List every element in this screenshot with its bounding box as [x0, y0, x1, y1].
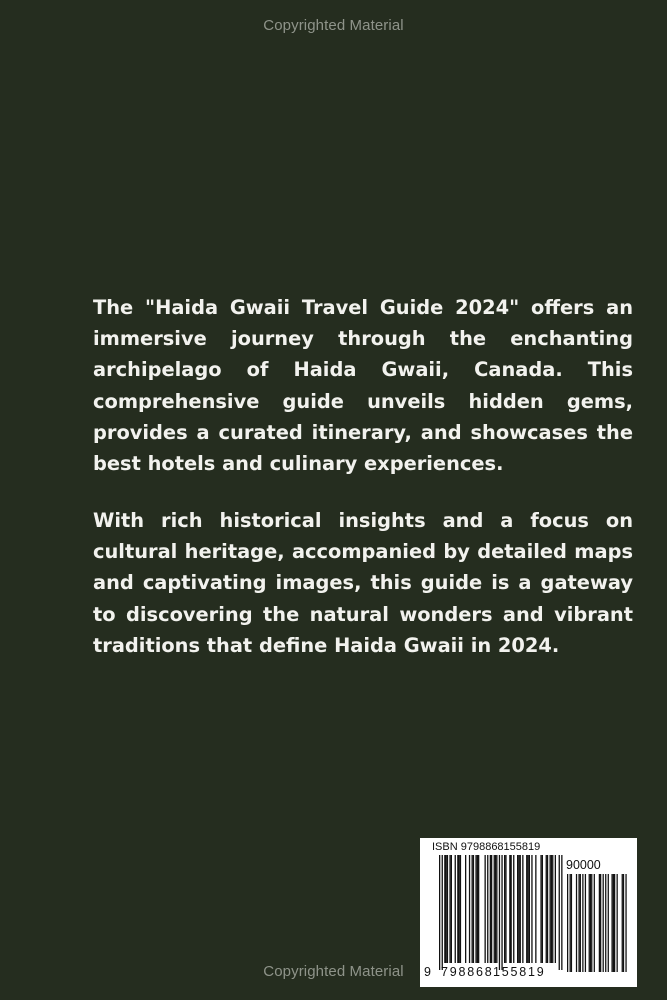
barcode-addon-bar	[614, 874, 615, 972]
barcode-addon-bar	[589, 874, 590, 972]
barcode-guard-bar	[439, 855, 440, 970]
barcode-bar	[552, 855, 553, 963]
barcode-bar	[505, 855, 506, 963]
barcode-bar	[517, 855, 518, 963]
barcode-bar	[518, 855, 519, 963]
barcode-bar	[469, 855, 470, 963]
barcode-addon-bar	[622, 874, 623, 972]
barcode-addon-bar	[580, 874, 581, 972]
barcode-bar	[542, 855, 543, 963]
barcode-bar	[455, 855, 456, 963]
barcode-bar	[531, 855, 532, 963]
barcode-addon-bar	[571, 874, 572, 972]
barcode-bar	[494, 855, 495, 963]
barcode-digits-right: 155819	[493, 965, 546, 979]
barcode-addon-bar	[603, 874, 604, 972]
barcode-bar	[460, 855, 461, 963]
barcode-addon-bar	[582, 874, 583, 972]
barcode-bar	[495, 855, 496, 963]
blurb-paragraph-1: The "Haida Gwaii Travel Guide 2024" offers an immersive journey through the enchanting archipelago of Haida Gwaii, Canada. This comprehensive guide unveils hidden gems, provides a curated itinerary, and showcases the best hotels and culinary experiences.	[93, 296, 633, 476]
barcode-digits-left: 798868	[441, 965, 494, 979]
barcode-bar	[490, 855, 491, 963]
barcode-bar	[520, 855, 521, 963]
barcode-addon-bar	[600, 874, 601, 972]
barcode-bar	[551, 855, 552, 963]
barcode-bar	[491, 855, 492, 963]
barcode-addon-bar	[613, 874, 614, 972]
barcode-bar	[487, 855, 488, 963]
barcode-bar	[485, 855, 486, 963]
barcode-bar	[546, 855, 547, 963]
barcode-guard-bar	[442, 855, 443, 970]
barcode-digit-first: 9	[424, 965, 431, 979]
barcode-addon-bar	[585, 874, 586, 972]
barcode-bar	[529, 855, 530, 963]
barcode-addon-bar	[576, 874, 577, 972]
copyright-watermark-top: Copyrighted Material	[263, 17, 404, 34]
barcode-bar	[535, 855, 536, 963]
barcode-bar	[496, 855, 497, 963]
barcode-addon-bar	[625, 874, 626, 972]
barcode-bar	[527, 855, 528, 963]
barcode-addon-bar	[570, 874, 571, 972]
barcode-addon-bar	[605, 874, 606, 972]
blurb-paragraph-2: With rich historical insights and a focus on cultural heritage, accompanied by detailed maps and captivating images, this guide is a gateway to discovering the natural wonders and vibrant traditions that define Haida Gwaii in 2024.	[93, 509, 633, 657]
price-code: 90000	[566, 858, 601, 872]
barcode-guard-bar	[559, 855, 560, 970]
barcode-bar	[457, 855, 458, 963]
barcode-bar	[449, 855, 450, 963]
barcode-guard-bar	[501, 855, 502, 970]
barcode-bar	[550, 855, 551, 963]
barcode-addon-bar	[608, 874, 609, 972]
barcode-addon-bar	[567, 874, 568, 972]
barcode-bar	[555, 855, 556, 963]
barcode-bar	[444, 855, 445, 963]
barcode-bar	[472, 855, 473, 963]
barcode-addon-bar	[578, 874, 579, 972]
barcode-bar	[526, 855, 527, 963]
barcode-bar	[475, 855, 476, 963]
barcode-bar	[465, 855, 466, 963]
barcode-bar	[522, 855, 523, 963]
barcode-bar	[513, 855, 514, 963]
barcode-bar	[547, 855, 548, 963]
barcode-bar	[459, 855, 460, 963]
barcode-addon-bar	[617, 874, 618, 972]
barcode-addon-bar	[590, 874, 591, 972]
barcode-addon-bar	[594, 874, 595, 972]
barcode-addon-bar	[591, 874, 592, 972]
barcode-guard-bar	[499, 855, 500, 970]
barcode-bar	[478, 855, 479, 963]
isbn-label: ISBN 9798868155819	[432, 841, 541, 853]
barcode-bar	[540, 855, 541, 963]
barcode-bar	[446, 855, 447, 963]
barcode-bar	[511, 855, 512, 963]
barcode-guard-bar	[561, 855, 562, 970]
barcode-bar	[447, 855, 448, 963]
barcode-bar	[477, 855, 478, 963]
barcode-addon-bar	[599, 874, 600, 972]
barcode-bar	[509, 855, 510, 963]
copyright-watermark-bottom: Copyrighted Material	[263, 963, 404, 980]
barcode-addon-bar	[611, 874, 612, 972]
barcode-bar	[473, 855, 474, 963]
barcode-bar	[504, 855, 505, 963]
barcode-addon-bar	[623, 874, 624, 972]
barcode-bar	[451, 855, 452, 963]
